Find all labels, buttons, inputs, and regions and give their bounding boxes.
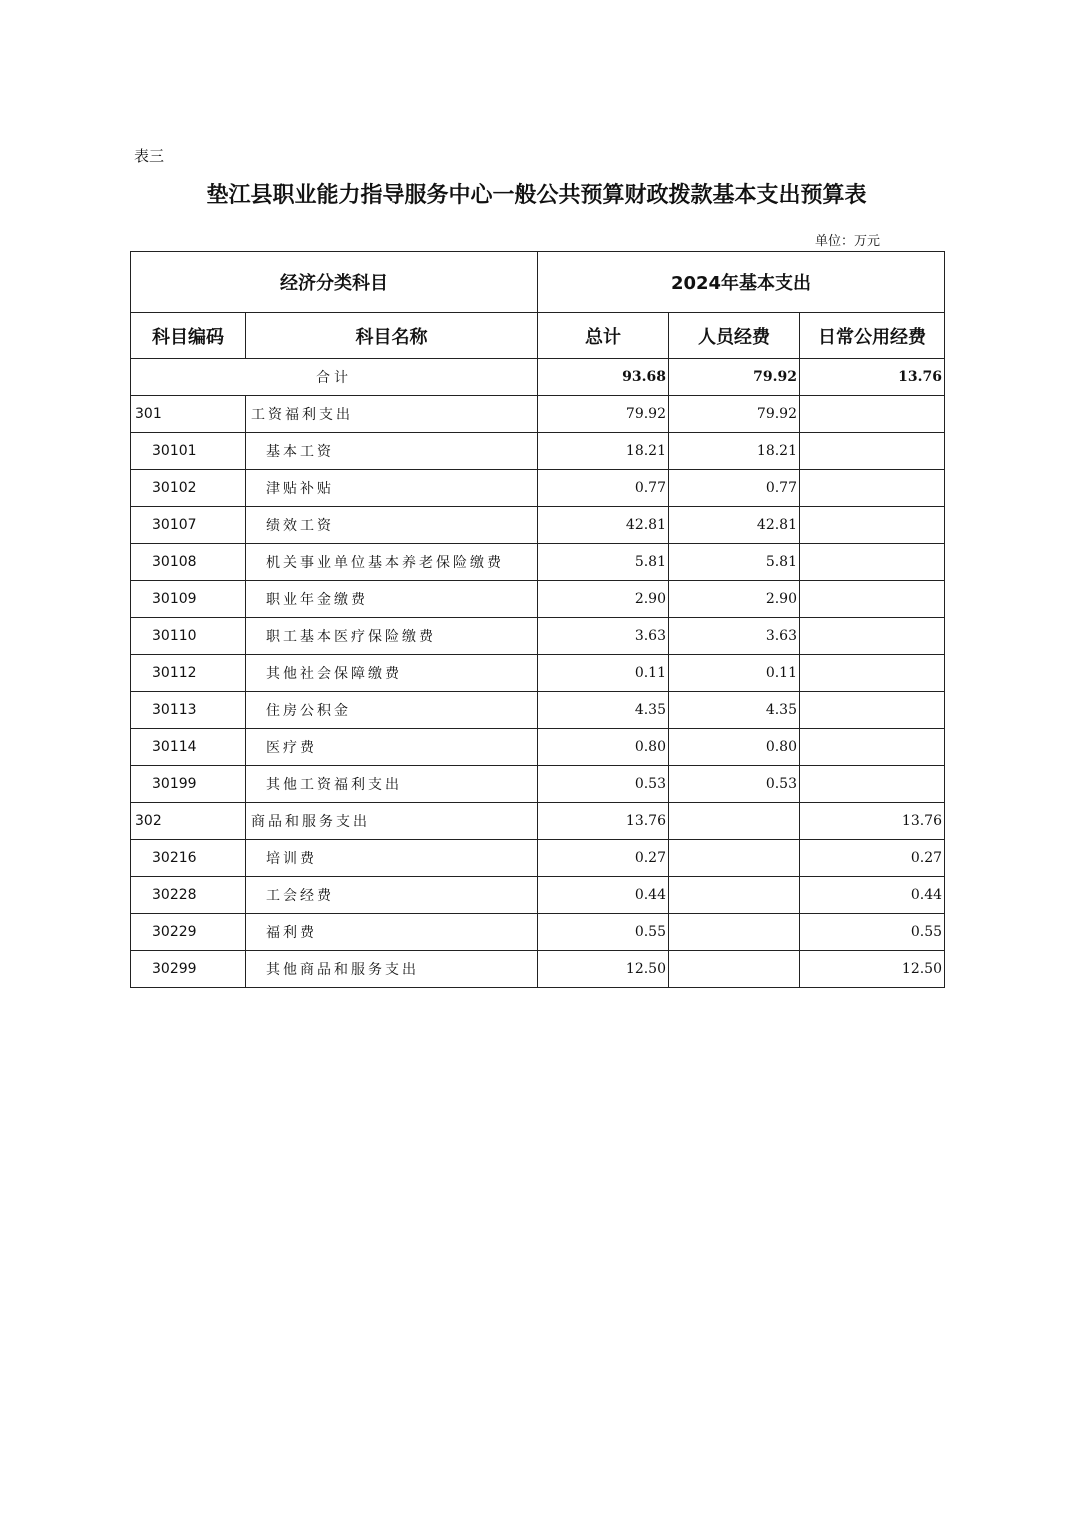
row-total: 79.92 <box>538 396 669 433</box>
row-total: 0.55 <box>538 914 669 951</box>
table-row <box>131 433 945 470</box>
row-code: 302 <box>131 803 246 840</box>
row-name: 福利费 <box>246 914 538 951</box>
row-code: 30216 <box>131 840 246 877</box>
row-personnel: 2.90 <box>669 581 800 618</box>
row-personnel <box>669 951 800 988</box>
row-code: 30107 <box>131 507 246 544</box>
row-total: 4.35 <box>538 692 669 729</box>
column-header-personnel: 人员经费 <box>669 313 800 359</box>
row-total: 0.44 <box>538 877 669 914</box>
total-label: 合计 <box>131 359 538 396</box>
row-public <box>800 507 945 544</box>
row-total: 5.81 <box>538 544 669 581</box>
row-public: 13.76 <box>800 803 945 840</box>
row-code: 30108 <box>131 544 246 581</box>
row-public <box>800 692 945 729</box>
table-row <box>131 507 945 544</box>
row-personnel <box>669 803 800 840</box>
table-row <box>131 877 945 914</box>
total-row <box>131 359 945 396</box>
table-row <box>131 951 945 988</box>
row-code: 301 <box>131 396 246 433</box>
row-public <box>800 544 945 581</box>
row-public <box>800 433 945 470</box>
table-row <box>131 692 945 729</box>
table-row <box>131 803 945 840</box>
total-value-personnel: 79.92 <box>669 359 800 396</box>
column-header-code: 科目编码 <box>131 313 246 359</box>
row-personnel <box>669 840 800 877</box>
row-personnel: 5.81 <box>669 544 800 581</box>
row-code: 30228 <box>131 877 246 914</box>
table-row <box>131 396 945 433</box>
row-code: 30113 <box>131 692 246 729</box>
table-row <box>131 766 945 803</box>
row-code: 30229 <box>131 914 246 951</box>
row-code: 30101 <box>131 433 246 470</box>
table-row <box>131 840 945 877</box>
row-total: 18.21 <box>538 433 669 470</box>
row-name: 培训费 <box>246 840 538 877</box>
row-name: 商品和服务支出 <box>246 803 538 840</box>
row-name: 工会经费 <box>246 877 538 914</box>
table-row <box>131 581 945 618</box>
row-code: 30112 <box>131 655 246 692</box>
table-row <box>131 544 945 581</box>
group-header-row <box>131 252 945 313</box>
row-name: 工资福利支出 <box>246 396 538 433</box>
budget-table <box>130 251 945 988</box>
row-personnel: 0.80 <box>669 729 800 766</box>
group-header-economic-classification: 经济分类科目 <box>131 252 538 313</box>
row-personnel: 4.35 <box>669 692 800 729</box>
row-total: 12.50 <box>538 951 669 988</box>
row-public <box>800 396 945 433</box>
row-total: 0.27 <box>538 840 669 877</box>
row-code: 30299 <box>131 951 246 988</box>
table-number-label: 表三 <box>134 147 165 165</box>
row-name: 医疗费 <box>246 729 538 766</box>
row-personnel: 0.11 <box>669 655 800 692</box>
row-total: 0.11 <box>538 655 669 692</box>
row-code: 30114 <box>131 729 246 766</box>
row-name: 其他社会保障缴费 <box>246 655 538 692</box>
table-row <box>131 655 945 692</box>
row-public: 0.44 <box>800 877 945 914</box>
row-personnel <box>669 877 800 914</box>
row-total: 3.63 <box>538 618 669 655</box>
row-public <box>800 581 945 618</box>
row-public: 12.50 <box>800 951 945 988</box>
row-code: 30109 <box>131 581 246 618</box>
row-name: 其他商品和服务支出 <box>246 951 538 988</box>
table-row <box>131 729 945 766</box>
row-public: 0.55 <box>800 914 945 951</box>
row-public: 0.27 <box>800 840 945 877</box>
row-total: 2.90 <box>538 581 669 618</box>
document-title: 垫江县职业能力指导服务中心一般公共预算财政拨款基本支出预算表 <box>206 182 867 208</box>
column-header-row <box>131 313 945 359</box>
row-personnel <box>669 914 800 951</box>
row-total: 0.80 <box>538 729 669 766</box>
table-row <box>131 618 945 655</box>
row-name: 基本工资 <box>246 433 538 470</box>
table-row <box>131 914 945 951</box>
row-personnel: 0.77 <box>669 470 800 507</box>
row-name: 绩效工资 <box>246 507 538 544</box>
row-public <box>800 470 945 507</box>
row-name: 其他工资福利支出 <box>246 766 538 803</box>
row-total: 42.81 <box>538 507 669 544</box>
row-public <box>800 655 945 692</box>
row-name: 住房公积金 <box>246 692 538 729</box>
row-total: 13.76 <box>538 803 669 840</box>
total-value-total: 93.68 <box>538 359 669 396</box>
row-total: 0.77 <box>538 470 669 507</box>
column-header-public: 日常公用经费 <box>800 313 945 359</box>
group-header-basic-expenditure: 2024年基本支出 <box>538 252 945 313</box>
row-personnel: 0.53 <box>669 766 800 803</box>
row-personnel: 79.92 <box>669 396 800 433</box>
total-value-public: 13.76 <box>800 359 945 396</box>
row-name: 职业年金缴费 <box>246 581 538 618</box>
unit-label: 单位：万元 <box>814 234 880 249</box>
row-code: 30199 <box>131 766 246 803</box>
row-personnel: 42.81 <box>669 507 800 544</box>
row-public <box>800 618 945 655</box>
column-header-name: 科目名称 <box>246 313 538 359</box>
row-name: 机关事业单位基本养老保险缴费 <box>246 544 538 581</box>
row-name: 津贴补贴 <box>246 470 538 507</box>
row-personnel: 18.21 <box>669 433 800 470</box>
table-row <box>131 470 945 507</box>
row-name: 职工基本医疗保险缴费 <box>246 618 538 655</box>
row-public <box>800 729 945 766</box>
row-personnel: 3.63 <box>669 618 800 655</box>
row-code: 30102 <box>131 470 246 507</box>
row-public <box>800 766 945 803</box>
row-total: 0.53 <box>538 766 669 803</box>
row-code: 30110 <box>131 618 246 655</box>
column-header-total: 总计 <box>538 313 669 359</box>
